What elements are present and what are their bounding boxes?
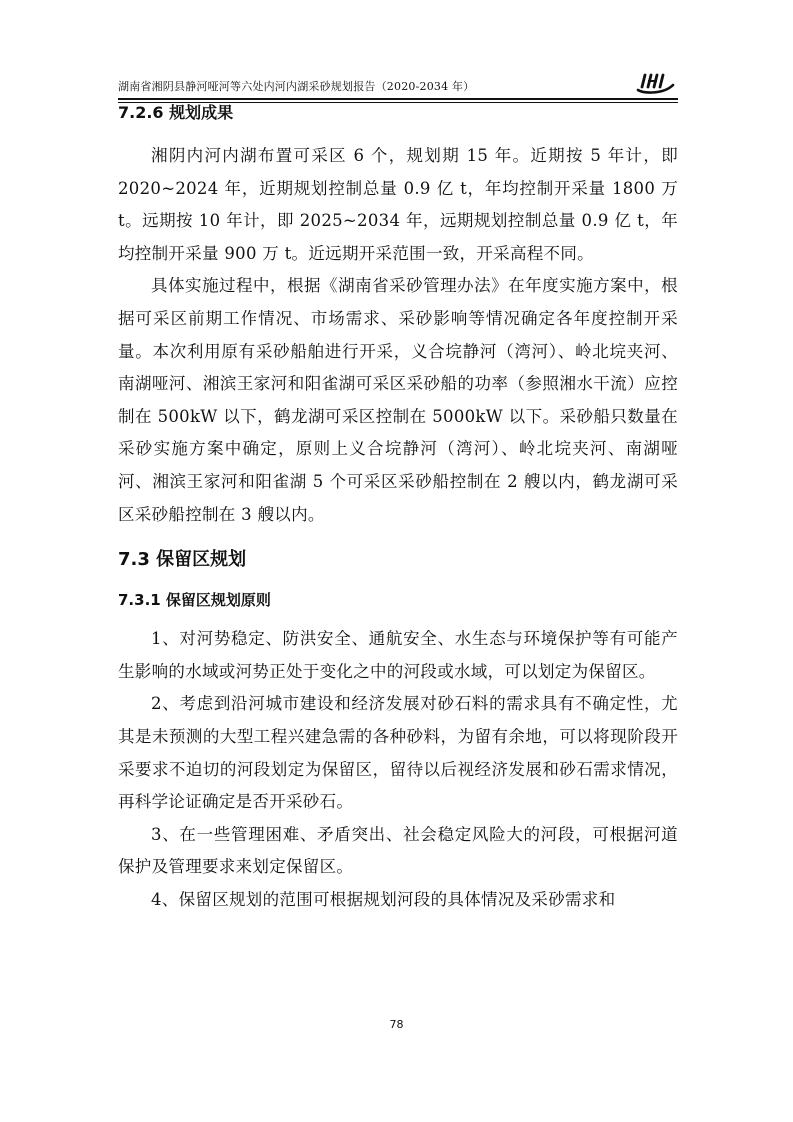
heading-7-2-6: 7.2.6 规划成果 [118, 103, 234, 122]
paragraph: 1、对河势稳定、防洪安全、通航安全、水生态与环境保护等有可能产生影响的水域或河势正处于变化之中的河段或水域，可以划定为保留区。 [118, 629, 678, 681]
page-number: 78 [389, 1018, 404, 1031]
paragraph: 具体实施过程中，根据《湖南省采砂管理办法》在年度实施方案中，根据可采区前期工作情况、市场需求、采砂影响等情况确定各年度控制开采量。本次利用原有采砂船舶进行开采，义合垸静河（湾河）、岭北垸夹河、南湖哑河、湘滨王家河和阳雀湖可采区采砂船的功率（参照湘水干流）应控制在 500kW 以下，鹤龙湖可采区控制在 5000kW 以下。采砂船只数量在采砂实施方案中确定，原则上义合垸静河（湾河）、岭北垸夹河、南湖哑河、湘滨王家河和阳雀湖 5 个可采区采砂船控制在 2 艘以内，鹤龙湖可采区采砂船控制在 3 艘以内。 [118, 276, 678, 524]
document-body [118, 100, 678, 916]
paragraph: 2、考虑到沿河城市建设和经济发展对砂石料的需求具有不确定性，尤其是未预测的大型工程兴建急需的各种砂料，为留有余地，可以将现阶段开采要求不迫切的河段划定为保留区，留待以后视经济发展和砂石需求情况，再科学论证确定是否开采砂石。 [118, 694, 678, 812]
company-logo-icon [634, 72, 676, 94]
page-header [118, 78, 678, 98]
paragraph: 4、保留区规划的范围可根据规划河段的具体情况及采砂需求和 [151, 889, 616, 909]
heading-7-3: 7.3 保留区规划 [118, 549, 247, 571]
header-title: 湖南省湘阴县静河哑河等六处内河内湖采砂规划报告（2020-2034 年） [118, 80, 475, 93]
paragraph: 3、在一些管理困难、矛盾突出、社会稳定风险大的河段，可根据河道保护及管理要求来划定保留区。 [118, 824, 678, 877]
paragraph: 湘阴内河内湖布置可采区 6 个，规划期 15 年。近期按 5 年计，即 2020~2024 年，近期规划控制总量 0.9 亿 t，年均控制开采量 1800 万 t。远期按 10 年计，即 2025~2034 年，远期规划控制总量 0.9 亿 t，年均控制开采量 900 万 t。近远期开采范围一致，开采高程不同。 [118, 146, 678, 263]
heading-7-3-1: 7.3.1 保留区规划原则 [118, 591, 271, 610]
